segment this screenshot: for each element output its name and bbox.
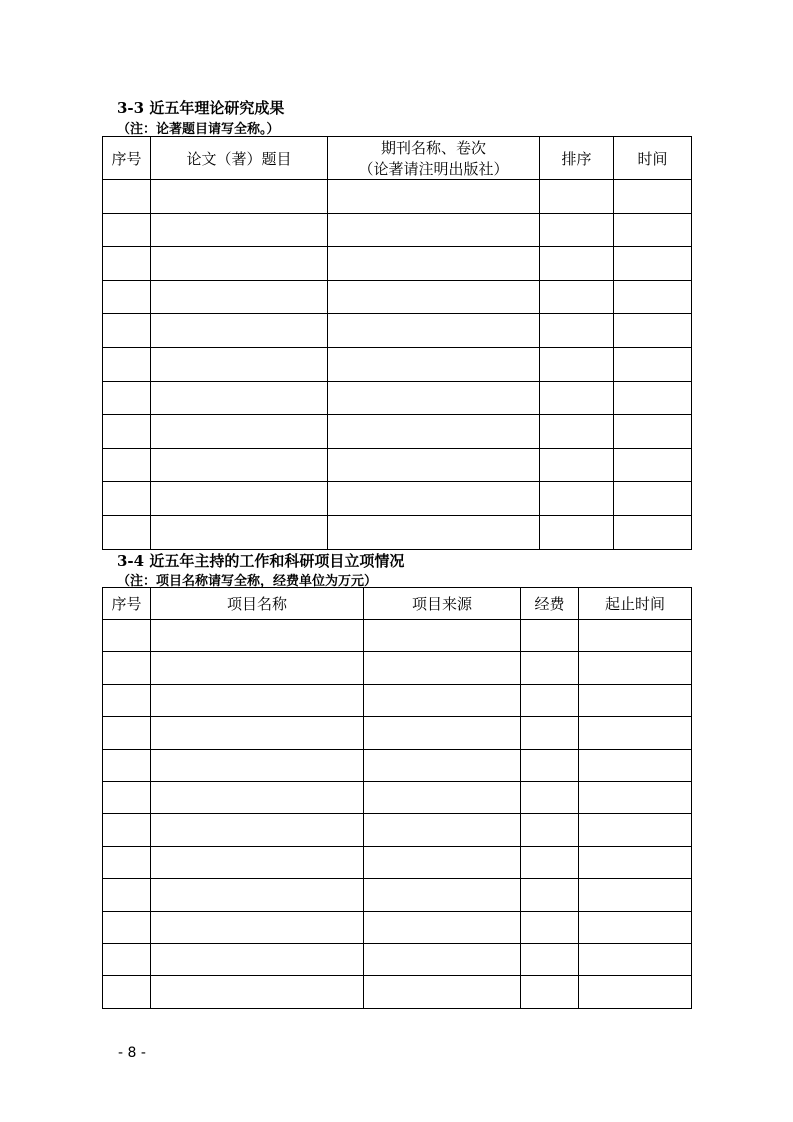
table-cell[interactable] <box>103 180 151 214</box>
table-cell[interactable] <box>328 247 540 281</box>
table-row <box>103 515 692 549</box>
table-cell[interactable] <box>151 814 364 846</box>
table-cell[interactable] <box>328 482 540 516</box>
table-cell[interactable] <box>103 749 151 781</box>
table-cell[interactable] <box>614 415 692 449</box>
table-cell[interactable] <box>614 381 692 415</box>
table-cell[interactable] <box>328 448 540 482</box>
page-number: - 8 - <box>118 1045 146 1061</box>
table-cell[interactable] <box>364 846 521 878</box>
table-cell[interactable] <box>103 381 151 415</box>
table-row <box>103 347 692 381</box>
table-header-row <box>103 588 692 620</box>
table-cell[interactable] <box>151 347 328 381</box>
table-cell[interactable] <box>540 280 614 314</box>
table-cell[interactable] <box>103 781 151 813</box>
table-cell[interactable] <box>364 620 521 652</box>
table-cell[interactable] <box>579 814 692 846</box>
table-cell[interactable] <box>579 620 692 652</box>
table-cell[interactable] <box>151 717 364 749</box>
table-cell[interactable] <box>328 381 540 415</box>
table-cell[interactable] <box>151 846 364 878</box>
table-cell[interactable] <box>151 515 328 549</box>
table-cell[interactable] <box>103 911 151 943</box>
table-cell[interactable] <box>151 180 328 214</box>
research-results-table <box>102 136 692 550</box>
table-cell[interactable] <box>151 381 328 415</box>
table-header-row <box>103 137 692 180</box>
table-cell[interactable] <box>521 781 579 813</box>
table-cell[interactable] <box>579 846 692 878</box>
table-cell[interactable] <box>364 911 521 943</box>
table-cell[interactable] <box>151 943 364 975</box>
table-cell[interactable] <box>151 280 328 314</box>
table-cell[interactable] <box>328 415 540 449</box>
table-cell[interactable] <box>540 482 614 516</box>
table-cell[interactable] <box>151 213 328 247</box>
header-journal-line2: （论著请注明出版社） <box>358 160 509 178</box>
table-cell[interactable] <box>540 347 614 381</box>
table-cell[interactable] <box>614 482 692 516</box>
table-cell[interactable] <box>364 652 521 684</box>
table-cell[interactable] <box>579 879 692 911</box>
table-cell[interactable] <box>151 976 364 1008</box>
header-project-name: 项目名称 <box>151 588 364 620</box>
table-cell[interactable] <box>328 314 540 348</box>
section-3-4-note: （注：项目名称请写全称，经费单位为万元） <box>117 574 378 589</box>
header-rank: 排序 <box>540 137 614 180</box>
table-row <box>103 717 692 749</box>
table-cell[interactable] <box>103 976 151 1008</box>
table-cell[interactable] <box>579 684 692 716</box>
table-cell[interactable] <box>579 911 692 943</box>
table-cell[interactable] <box>579 717 692 749</box>
table-cell[interactable] <box>151 652 364 684</box>
table-cell[interactable] <box>540 381 614 415</box>
header-funding: 经费 <box>521 588 579 620</box>
table-row <box>103 911 692 943</box>
table-cell[interactable] <box>151 314 328 348</box>
table-cell[interactable] <box>103 652 151 684</box>
table-cell[interactable] <box>521 652 579 684</box>
table-row <box>103 749 692 781</box>
header-paper-title: 论文（著）题目 <box>151 137 328 180</box>
table-cell[interactable] <box>328 347 540 381</box>
table-cell[interactable] <box>364 684 521 716</box>
table-cell[interactable] <box>364 976 521 1008</box>
table-cell[interactable] <box>364 943 521 975</box>
table-cell[interactable] <box>521 943 579 975</box>
table-cell[interactable] <box>151 247 328 281</box>
table-row <box>103 879 692 911</box>
table-cell[interactable] <box>151 482 328 516</box>
table-cell[interactable] <box>151 781 364 813</box>
table-cell[interactable] <box>540 247 614 281</box>
table-cell[interactable] <box>103 280 151 314</box>
table-cell[interactable] <box>521 911 579 943</box>
table-cell[interactable] <box>614 280 692 314</box>
table-cell[interactable] <box>103 213 151 247</box>
table-cell[interactable] <box>103 482 151 516</box>
table-cell[interactable] <box>614 448 692 482</box>
table-row <box>103 814 692 846</box>
section-3-4-title: 3-4 近五年主持的工作和科研项目立项情况 <box>117 552 405 570</box>
table-cell[interactable] <box>103 448 151 482</box>
table-cell[interactable] <box>521 717 579 749</box>
table-cell[interactable] <box>364 879 521 911</box>
table-cell[interactable] <box>328 213 540 247</box>
table-cell[interactable] <box>614 515 692 549</box>
projects-table <box>102 587 692 1009</box>
table-cell[interactable] <box>103 879 151 911</box>
table-cell[interactable] <box>614 247 692 281</box>
table-cell[interactable] <box>151 415 328 449</box>
header-seq: 序号 <box>103 137 151 180</box>
table-cell[interactable] <box>328 515 540 549</box>
table-row <box>103 213 692 247</box>
table-cell[interactable] <box>521 684 579 716</box>
table-cell[interactable] <box>103 943 151 975</box>
table-cell[interactable] <box>521 846 579 878</box>
section-3-3-title: 3-3 近五年理论研究成果 <box>117 99 285 117</box>
table-cell[interactable] <box>540 415 614 449</box>
header-journal-line1: 期刊名称、卷次 <box>380 139 486 157</box>
section-3-3-note: （注：论著题目请写全称。） <box>117 122 280 137</box>
table-cell[interactable] <box>151 749 364 781</box>
table-cell[interactable] <box>151 684 364 716</box>
table-cell[interactable] <box>540 213 614 247</box>
table-row <box>103 846 692 878</box>
table-row <box>103 448 692 482</box>
table-row <box>103 943 692 975</box>
table-cell[interactable] <box>103 314 151 348</box>
table-cell[interactable] <box>579 976 692 1008</box>
table-cell[interactable] <box>364 717 521 749</box>
table-row <box>103 652 692 684</box>
table-cell[interactable] <box>103 814 151 846</box>
table-row <box>103 180 692 214</box>
table-cell[interactable] <box>103 247 151 281</box>
table-cell[interactable] <box>103 347 151 381</box>
table-row <box>103 381 692 415</box>
table-cell[interactable] <box>614 213 692 247</box>
table-cell[interactable] <box>579 749 692 781</box>
table-cell[interactable] <box>521 620 579 652</box>
table-cell[interactable] <box>151 448 328 482</box>
table-cell[interactable] <box>364 749 521 781</box>
table-cell[interactable] <box>579 652 692 684</box>
table-row <box>103 280 692 314</box>
table-cell[interactable] <box>540 448 614 482</box>
table-row <box>103 976 692 1008</box>
table-row <box>103 781 692 813</box>
table-cell[interactable] <box>328 180 540 214</box>
table-cell[interactable] <box>103 515 151 549</box>
table-cell[interactable] <box>521 814 579 846</box>
table-cell[interactable] <box>614 314 692 348</box>
table-cell[interactable] <box>521 976 579 1008</box>
table-cell[interactable] <box>364 814 521 846</box>
table-cell[interactable] <box>614 347 692 381</box>
table-cell[interactable] <box>540 515 614 549</box>
table-cell[interactable] <box>103 846 151 878</box>
table-row <box>103 415 692 449</box>
table-cell[interactable] <box>579 943 692 975</box>
table-cell[interactable] <box>540 314 614 348</box>
table-cell[interactable] <box>521 749 579 781</box>
table-row <box>103 247 692 281</box>
header-period: 起止时间 <box>579 588 692 620</box>
table-row <box>103 684 692 716</box>
table-cell[interactable] <box>103 620 151 652</box>
header-journal <box>328 137 540 180</box>
table-row <box>103 314 692 348</box>
table-cell[interactable] <box>540 180 614 214</box>
table-cell[interactable] <box>521 879 579 911</box>
table-cell[interactable] <box>103 684 151 716</box>
table-cell[interactable] <box>151 911 364 943</box>
table-cell[interactable] <box>614 180 692 214</box>
table-cell[interactable] <box>151 879 364 911</box>
header-seq: 序号 <box>103 588 151 620</box>
table-cell[interactable] <box>579 781 692 813</box>
table-row <box>103 482 692 516</box>
table-cell[interactable] <box>103 415 151 449</box>
table-cell[interactable] <box>151 620 364 652</box>
table-cell[interactable] <box>103 717 151 749</box>
table-cell[interactable] <box>328 280 540 314</box>
header-project-source: 项目来源 <box>364 588 521 620</box>
table-row <box>103 620 692 652</box>
table-cell[interactable] <box>364 781 521 813</box>
header-time: 时间 <box>614 137 692 180</box>
